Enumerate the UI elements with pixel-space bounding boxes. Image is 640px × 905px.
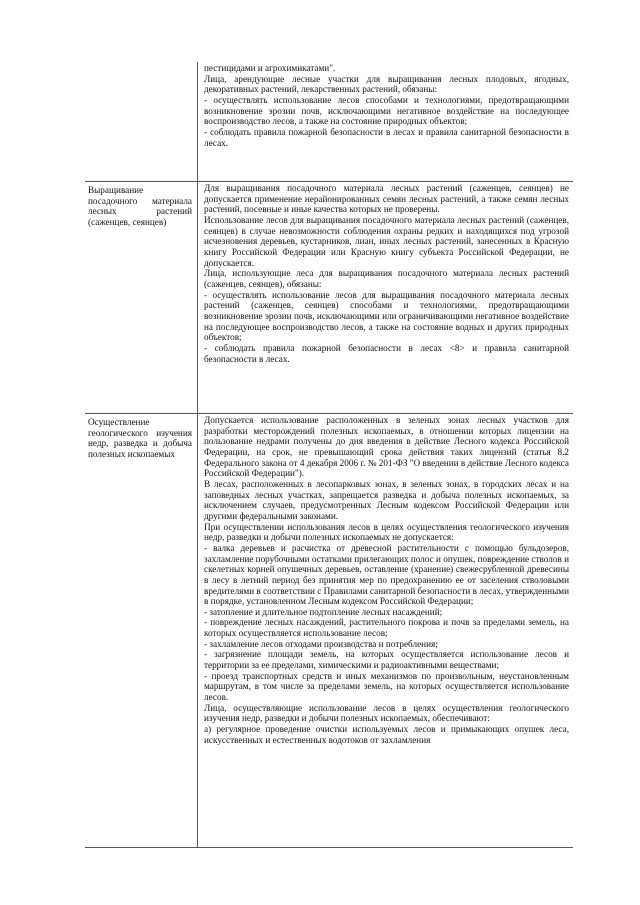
paragraph: - захламление лесов отходами производства и потребления;	[204, 638, 438, 649]
paragraph: - проезд транспортных средств и иных механизмов по произвольным, неустановленным маршрутам, в том числе за пределами земель, на которых осуществляется использование лесов.	[204, 670, 569, 703]
requirements-cell	[198, 62, 574, 182]
paragraph: Лица, осуществляющие использование лесов в целях осуществления геологического изучения недр, разведки и добычи полезных ископаемых, обеспечивают:	[204, 702, 569, 724]
paragraph: - повреждение лесных насаждений, растительного покрова и почв за пределами земель, на которых осуществляется использование лесов;	[204, 617, 569, 639]
paragraph: - осуществлять использование лесов способами и технологиями, предотвращающими возникновение эрозии почв, исключающими негативное воздействие на последующее воспроизводство лесов, а также на состояние природных объектов;	[204, 94, 569, 127]
table-row	[85, 414, 573, 848]
paragraph: Для выращивания посадочного материала лесных растений (саженцев, сеянцев) не допускается применение нерайонированных семян лесных растений, а также семян лесных растений, посевные и иные качества которых не проверены.	[204, 183, 569, 215]
activity-cell: Осуществление геологического изучения недр, разведка и добыча полезных ископаемых	[85, 414, 198, 848]
paragraph: В лесах, расположенных в лесопарковых зонах, в зеленых зонах, в городских лесах и на заповедных лесных участках, запрещается разведка и добыча полезных ископаемых, за исключением случаев, предусмотренных Лесным кодексом Российской Федерации или другими федеральными законами.	[204, 478, 569, 521]
paragraph: - валка деревьев и расчистка от древесной растительности с помощью бульдозеров, захламление порубочными остатками прилегающих полос и опушек, повреждение стволов и скелетных корней опушечных деревьев, оставление (хранение) свежесрубленной древесины в лесу в летний период без принятия мер по предохранению ее от заселения стволовыми вредителями в соответствии с Правилами санитарной безопасности в лесах, утвержденными в порядке, установленном Лесным кодексом Российской Федерации;	[204, 542, 569, 607]
forest-use-table	[85, 62, 573, 848]
paragraph: Использование лесов для выращивания посадочного материала лесных растений (саженцев, сеянцев) в случае невозможности соблюдения охраны редких и находящихся под угрозой исчезновения деревьев, кустарников, лиан, иных лесных растений, занесенных в Красную книгу Российской Федерации или Красную книгу субъекта Российской Федерации, не допускается.	[204, 214, 569, 268]
paragraph: Допускается использование расположенных в зеленых зонах лесных участков для разработки месторождений полезных ископаемых, в отношении которых лицензии на пользование недрами получены до дня введения в действие Лесного кодекса Российской Федерации, на срок, не превышающий срока действия таких лицензий (статья 8.2 Федерального закона от 4 декабря 2006 г. № 201-ФЗ "О введении в действие Лесного кодекса Российской Федерации").	[204, 415, 569, 479]
paragraph: Лица, использующие леса для выращивания посадочного материала лесных растений (саженцев, сеянцев), обязаны:	[204, 268, 569, 289]
paragraph: - соблюдать правила пожарной безопасности в лесах <8> и правила санитарной безопасности в лесах.	[204, 342, 569, 364]
paragraph: При осуществлении использования лесов в целях осуществления геологического изучения недр, разведки и добычи полезных ископаемых не допускается:	[204, 521, 569, 543]
table-row	[85, 182, 573, 414]
paragraph: пестицидами и агрохимикатами".	[204, 63, 336, 73]
activity-cell	[85, 62, 198, 182]
table-row	[85, 62, 573, 182]
paragraph: а) регулярное проведение очистки используемых лесов и примыкающих опушек леса, искусственных и естественных водотоков от захламления	[204, 724, 569, 745]
paragraph: Лица, арендующие лесные участки для выращивания лесных плодовых, ягодных, декоративных растений, лекарственных растений, обязаны:	[204, 73, 569, 95]
activity-cell: Выращивание посадочного материала лесных растений (саженцев, сеянцев)	[85, 182, 198, 414]
requirements-cell	[198, 182, 574, 414]
paragraph: - соблюдать правила пожарной безопасности в лесах и правила санитарной безопасности в лесах.	[204, 126, 569, 148]
paragraph: - осуществлять использование лесов для выращивания посадочного материала лесных растений (саженцев, сеянцев) способами и технологиями, предотвращающими возникновение эрозии почв, исключающими или ограничивающими негативное воздействие на последующее воспроизводство лесов, а также на состояние водных и других природных объектов;	[204, 289, 569, 343]
paragraph: - затопление и длительное подтопление лесных насаждений;	[204, 606, 443, 617]
paragraph: - загрязнение площади земель, на которых осуществляется использование лесов и территории за ее пределами, химическими и радиоактивными веществами;	[204, 649, 569, 671]
requirements-cell	[198, 414, 574, 848]
